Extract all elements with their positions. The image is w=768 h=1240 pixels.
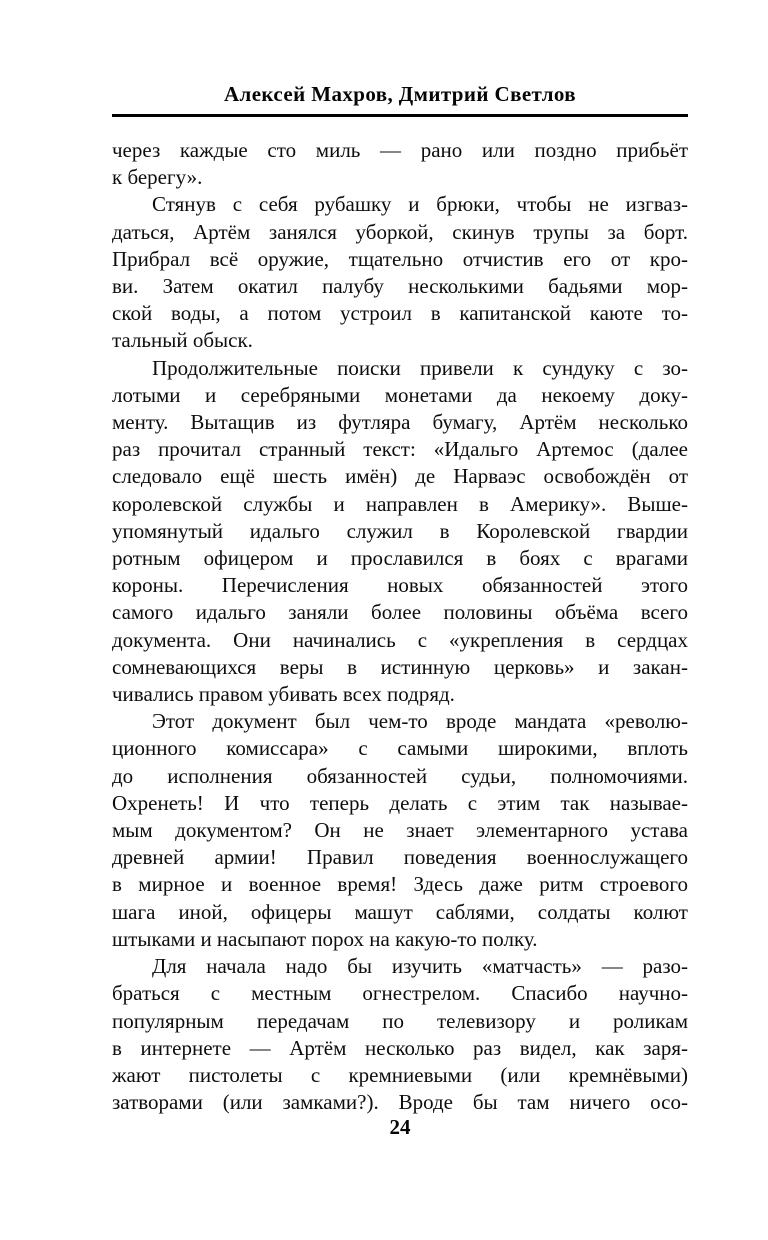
text-line: Этот документ был чем-то вроде мандата «револю- <box>152 709 688 734</box>
text-line: штыками и насыпают порох на какую-то полку. <box>112 926 538 951</box>
header-authors: Алексей Махров, Дмитрий Светлов <box>223 82 577 106</box>
text-line: ротным офицером и прославился в боях с врагами <box>112 546 688 571</box>
text-line: в интернете — Артём несколько раз видел, как заря- <box>112 1035 688 1060</box>
header-rule <box>112 114 688 117</box>
text-line: самого идальго заняли более половины объёма всего <box>112 600 688 625</box>
text-line: к берегу». <box>112 165 203 190</box>
text-line: в мирное и военное время! Здесь даже ритм строевого <box>112 872 688 897</box>
paragraph <box>112 708 688 953</box>
running-header <box>112 82 688 117</box>
paragraph <box>112 137 688 191</box>
text-line: раз прочитал странный текст: «Идальго Артемос (далее <box>112 437 688 462</box>
text-line: даться, Артём занялся уборкой, скинув трупы за борт. <box>112 219 688 244</box>
text-line: менту. Вытащив из футляра бумагу, Артём несколько <box>112 410 688 435</box>
text-line: Для начала надо бы изучить «матчасть» — разо- <box>152 954 688 979</box>
text-line: сомневающихся веры в истинную церковь» и закан- <box>112 654 688 679</box>
page-body <box>112 137 688 1116</box>
text-line: короны. Перечисления новых обязанностей этого <box>112 573 688 598</box>
text-line: Охренеть! И что теперь делать с этим так называе- <box>112 790 688 815</box>
text-line: ви. Затем окатил палубу несколькими бадьями мор- <box>112 274 688 299</box>
text-line: следовало ещё шесть имён) де Нарваэс освобождён от <box>112 464 688 489</box>
text-line: тальный обыск. <box>112 328 253 353</box>
text-line: чивались правом убивать всех подряд. <box>112 682 455 707</box>
text-line: древней армии! Правил поведения военнослужащего <box>112 845 688 870</box>
paragraph <box>112 191 688 354</box>
text-line: ционного комиссара» с самыми широкими, вплоть <box>112 736 688 761</box>
text-line: до исполнения обязанностей судьи, полномочиями. <box>112 763 688 788</box>
text-line: лотыми и серебряными монетами да некоему доку- <box>112 382 688 407</box>
text-line: затворами (или замками?). Вроде бы там ничего осо- <box>112 1090 688 1115</box>
text-line: браться с местным огнестрелом. Спасибо научно- <box>112 981 688 1006</box>
text-line: популярным передачам по телевизору и роликам <box>112 1008 688 1033</box>
text-line: королевской службы и направлен в Америку». Выше- <box>112 491 688 516</box>
paragraph <box>112 953 688 1116</box>
text-line: документа. Они начинались с «укрепления в сердцах <box>112 627 688 652</box>
text-line: мым документом? Он не знает элементарного устава <box>112 818 688 843</box>
page-number: 24 <box>389 1115 411 1139</box>
text-line: через каждые сто миль — рано или поздно прибьёт <box>112 138 688 162</box>
text-line: Продолжительные поиски привели к сундуку с зо- <box>152 355 688 380</box>
text-line: ской воды, а потом устроил в капитанской каюте то- <box>112 301 688 326</box>
text-line: Прибрал всё оружие, тщательно отчистив его от кро- <box>112 246 688 271</box>
text-line: упомянутый идальго служил в Королевской гвардии <box>112 518 688 543</box>
text-line: шага иной, офицеры машут саблями, солдаты колют <box>112 899 688 924</box>
text-line: Стянув с себя рубашку и брюки, чтобы не изгваз- <box>152 192 688 217</box>
paragraph <box>112 355 688 709</box>
text-line: жают пистолеты с кремниевыми (или кремнёвыми) <box>112 1062 688 1087</box>
